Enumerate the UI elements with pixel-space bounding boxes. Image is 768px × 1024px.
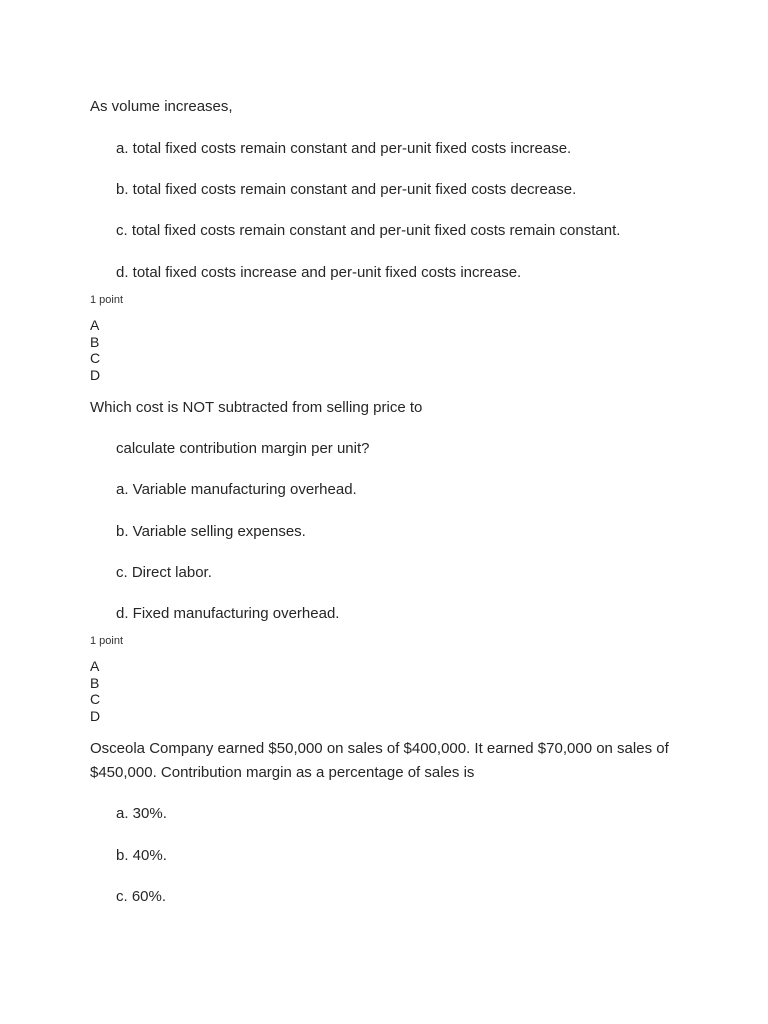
question-1-choice-b[interactable]: B: [90, 333, 100, 350]
question-1-option-d: d. total fixed costs increase and per-unit fixed costs increase.: [116, 264, 522, 281]
question-3-stem-line-1: Osceola Company earned $50,000 on sales of $400,000. It earned $70,000 on sales of: [90, 740, 669, 757]
question-1-option-c: c. total fixed costs remain constant and per-unit fixed costs remain constant.: [116, 222, 621, 239]
question-1-option-b: b. total fixed costs remain constant and per-unit fixed costs decrease.: [116, 181, 577, 198]
question-1-stem: As volume increases,: [90, 98, 233, 115]
question-3-option-b: b. 40%.: [116, 847, 167, 864]
question-1-choices: [90, 317, 100, 384]
question-3-option-a: a. 30%.: [116, 805, 167, 822]
question-2-choices: [90, 658, 100, 725]
question-3-stem-line-2: $450,000. Contribution margin as a percentage of sales is: [90, 764, 475, 781]
question-2-choice-a[interactable]: A: [90, 658, 100, 674]
question-2-option-c: c. Direct labor.: [116, 564, 212, 581]
question-2-choice-b[interactable]: B: [90, 674, 100, 691]
question-2-points: 1 point: [90, 635, 124, 647]
question-2-choice-c[interactable]: C: [90, 691, 101, 708]
question-1-points: 1 point: [90, 294, 124, 306]
question-3-option-c: c. 60%.: [116, 888, 167, 905]
question-1-choice-c[interactable]: C: [90, 350, 101, 367]
question-1-option-a: a. total fixed costs remain constant and per-unit fixed costs increase.: [116, 140, 572, 157]
question-2-stem-line-1: Which cost is NOT subtracted from selling price to: [90, 399, 423, 416]
question-2-option-b: b. Variable selling expenses.: [116, 523, 306, 540]
question-2-option-a: a. Variable manufacturing overhead.: [116, 481, 357, 498]
question-2-choice-d[interactable]: D: [90, 708, 101, 725]
question-1-choice-a[interactable]: A: [90, 317, 100, 333]
question-2-option-d: d. Fixed manufacturing overhead.: [116, 605, 340, 622]
question-1-choice-d[interactable]: D: [90, 367, 101, 384]
question-2-stem-line-2: calculate contribution margin per unit?: [116, 440, 370, 457]
